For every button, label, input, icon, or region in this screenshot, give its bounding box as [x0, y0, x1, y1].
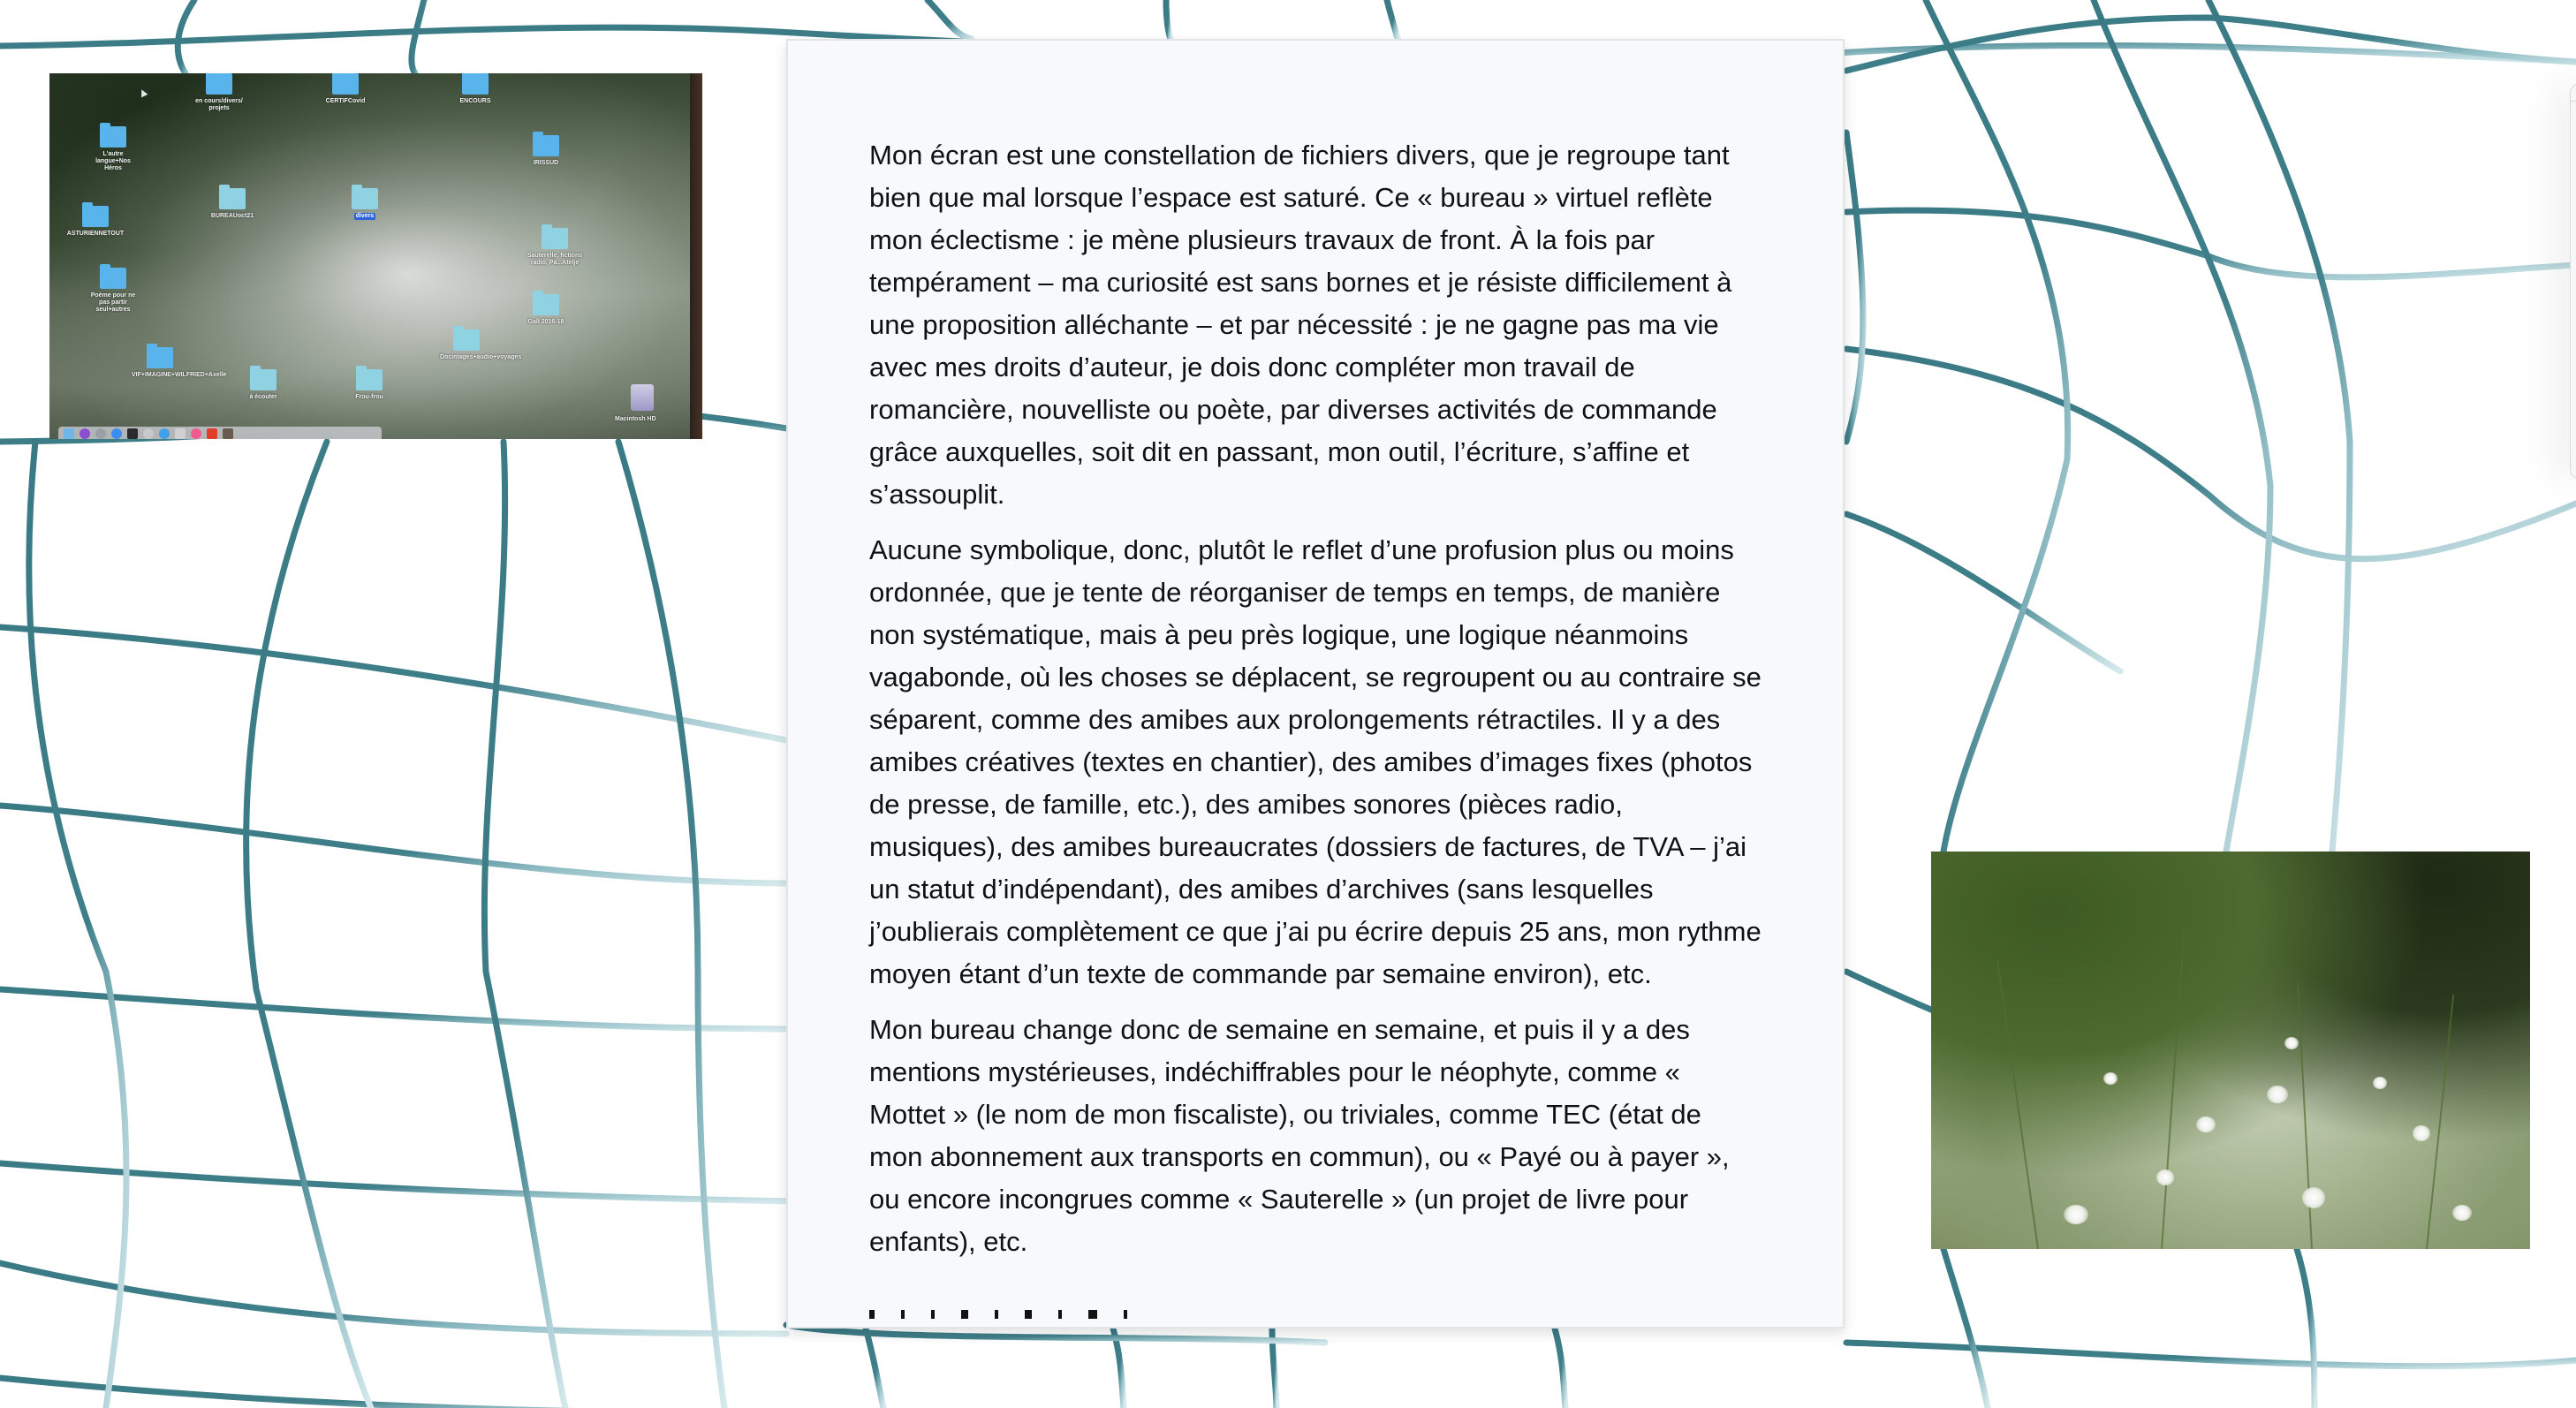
folder-icon — [66, 206, 125, 238]
folder-icon — [90, 268, 136, 314]
side-panel-divider — [2571, 101, 2576, 102]
folder-icon — [527, 228, 583, 267]
flower — [2413, 1125, 2430, 1141]
grid-line — [1846, 132, 1863, 442]
folder-label: Sauterelle, fictions radio, Pa...Atelje — [527, 253, 583, 266]
article-body — [869, 134, 1762, 1319]
folder-label: BUREAUoct21 — [210, 213, 254, 219]
folder-icon — [210, 188, 254, 220]
folder-icon — [132, 347, 227, 379]
grid-line — [412, 0, 424, 73]
folder-label: VIF+IMAGINE+WILFRIED+Axelle — [132, 372, 227, 378]
desktop-photo — [49, 73, 702, 439]
grid-line — [1926, 0, 2068, 852]
flower — [2302, 1187, 2325, 1208]
folder-label: IRISSUD — [533, 160, 559, 166]
folder-icon — [440, 329, 522, 361]
dock — [58, 427, 382, 439]
folder-icon — [354, 369, 384, 401]
folder-icon — [248, 369, 278, 401]
grid-line — [0, 1378, 795, 1408]
music-icon — [191, 428, 201, 439]
folder-label-selected: divers — [355, 213, 375, 219]
siri-icon — [80, 428, 90, 439]
grid-line — [618, 442, 724, 1408]
folder-icon — [95, 126, 131, 172]
folder-label: Frou-frou — [355, 394, 383, 400]
grid-line — [1387, 0, 1398, 39]
finder-icon — [64, 428, 74, 439]
photos-icon — [175, 428, 186, 439]
grass-stem — [1996, 960, 2039, 1249]
grid-line — [0, 806, 795, 883]
folder-label: CERTIFCovid — [325, 98, 366, 104]
grid-line — [866, 1329, 883, 1408]
launchpad-icon — [95, 428, 106, 439]
grid-line — [29, 442, 126, 1408]
folder-label: L'autre langue+Nos Héros — [95, 151, 131, 171]
flower — [2103, 1072, 2118, 1085]
flower — [2284, 1037, 2299, 1049]
grass-stem — [2297, 984, 2313, 1249]
folder-icon — [325, 73, 366, 105]
safari-icon — [159, 428, 170, 439]
article-paragraph: Aucune symbolique, donc, plutôt le reflet d’une profusion plus ou moins ordonnée, que je tente de réorganiser de temps en temps, de manière non systématique, mais à peu près logique, une logique néanmoins vagabonde, où les choses se déplacent, se regroupent ou au contraire se séparent, comme des amibes aux prolongements rétractiles. Il y a des amibes créatives (textes en chantier), des amibes d’images fixes (photos de presse, de famille, etc.), des amibes sonores (pièces radio, musiques), des amibes bureaucrates (dossiers de factures, de TVA – j’ai un statut d’indépendant), des amibes d’archives (sans lesquelles j’oublierais complètement ce que j’ai pu écrire depuis 25 ans, mon rythme moyen étant d’un texte de commande par semaine environ), etc. — [869, 534, 1762, 989]
folder-label: à écouter — [249, 394, 277, 400]
grass-stem — [2426, 994, 2454, 1249]
flower — [2196, 1117, 2216, 1132]
app-icon — [223, 428, 233, 439]
grid-line — [1846, 1343, 2576, 1366]
grid-line — [0, 989, 795, 1029]
cursor-icon — [139, 88, 148, 98]
meadow-photo — [1931, 852, 2530, 1249]
drive-label: Macintosh HD — [615, 416, 656, 422]
flower — [2452, 1205, 2472, 1221]
grid-line — [1846, 349, 2576, 559]
grid-line — [2094, 0, 2270, 852]
article-paragraph: Mon bureau change donc de semaine en semaine, et puis il y a des mentions mystérieuses, indéchiffrables pour le néophyte, comme « Mottet » (le nom de mon fiscaliste), ou triviales, comme TEC (état de mon abonnement aux transports en commun), ou « Payé ou à payer », ou encore incongrues comme « Sauterelle » (un projet de livre pour enfants), etc. — [869, 1014, 1730, 1257]
flower — [2373, 1077, 2387, 1089]
folder-label: Poème pour ne pas partir seul+autres — [90, 292, 136, 313]
folder-label: en cours/divers/ projets — [195, 98, 243, 111]
grass-stem — [2161, 932, 2185, 1249]
app-icon — [207, 428, 217, 439]
grid-line — [2297, 1249, 2315, 1408]
folder-label: ASTURIENNETOUT — [66, 231, 125, 237]
grid-line — [928, 0, 972, 39]
folder-icon — [195, 73, 243, 112]
grid-line — [1555, 1329, 1565, 1408]
activity-icon — [127, 428, 138, 439]
clipped-text-line — [869, 1276, 1762, 1319]
flower — [2267, 1086, 2288, 1103]
side-panel-edge[interactable] — [2570, 84, 2576, 479]
grid-line — [246, 442, 371, 1408]
grid-line — [1166, 0, 1171, 39]
folder-label: ENCOURS — [459, 98, 491, 104]
flower — [2156, 1170, 2174, 1185]
hard-drive-icon — [631, 384, 654, 411]
folder-label: Docimages+audio+voyages — [440, 354, 522, 360]
settings-icon — [143, 428, 154, 439]
app-store-icon — [111, 428, 122, 439]
grid-line — [0, 1163, 795, 1201]
grid-line — [484, 442, 565, 1408]
grid-line — [1943, 1249, 1988, 1408]
folder-icon — [460, 73, 490, 105]
folder-label: Gall 2016-18 — [527, 319, 564, 325]
grid-line — [178, 0, 194, 73]
flower — [2064, 1205, 2088, 1224]
article-panel[interactable] — [786, 39, 1845, 1329]
grid-line — [2209, 0, 2350, 852]
folder-icon — [350, 188, 380, 220]
folder-icon — [531, 135, 561, 167]
article-paragraph: Mon écran est une constellation de fichiers divers, que je regroupe tant bien que mal lorsque l’espace est saturé. Ce « bureau » virtuel reflète mon éclectisme : je mène plusieurs travaux de front. À la fois par tempérament – ma curiosité est sans bornes et je résiste difficilement à une proposition alléchante – et par nécessité : je ne gagne pas ma vie avec mes droits d’auteur, je dois donc compléter mon travail de romancière, nouvelliste ou poète, par diverses activités de commande grâce auxquelles, soit dit en passant, mon outil, l’écriture, s’affine et s’assouplit. — [869, 140, 1732, 510]
grid-line — [1846, 514, 2120, 671]
folder-icon — [527, 294, 564, 326]
